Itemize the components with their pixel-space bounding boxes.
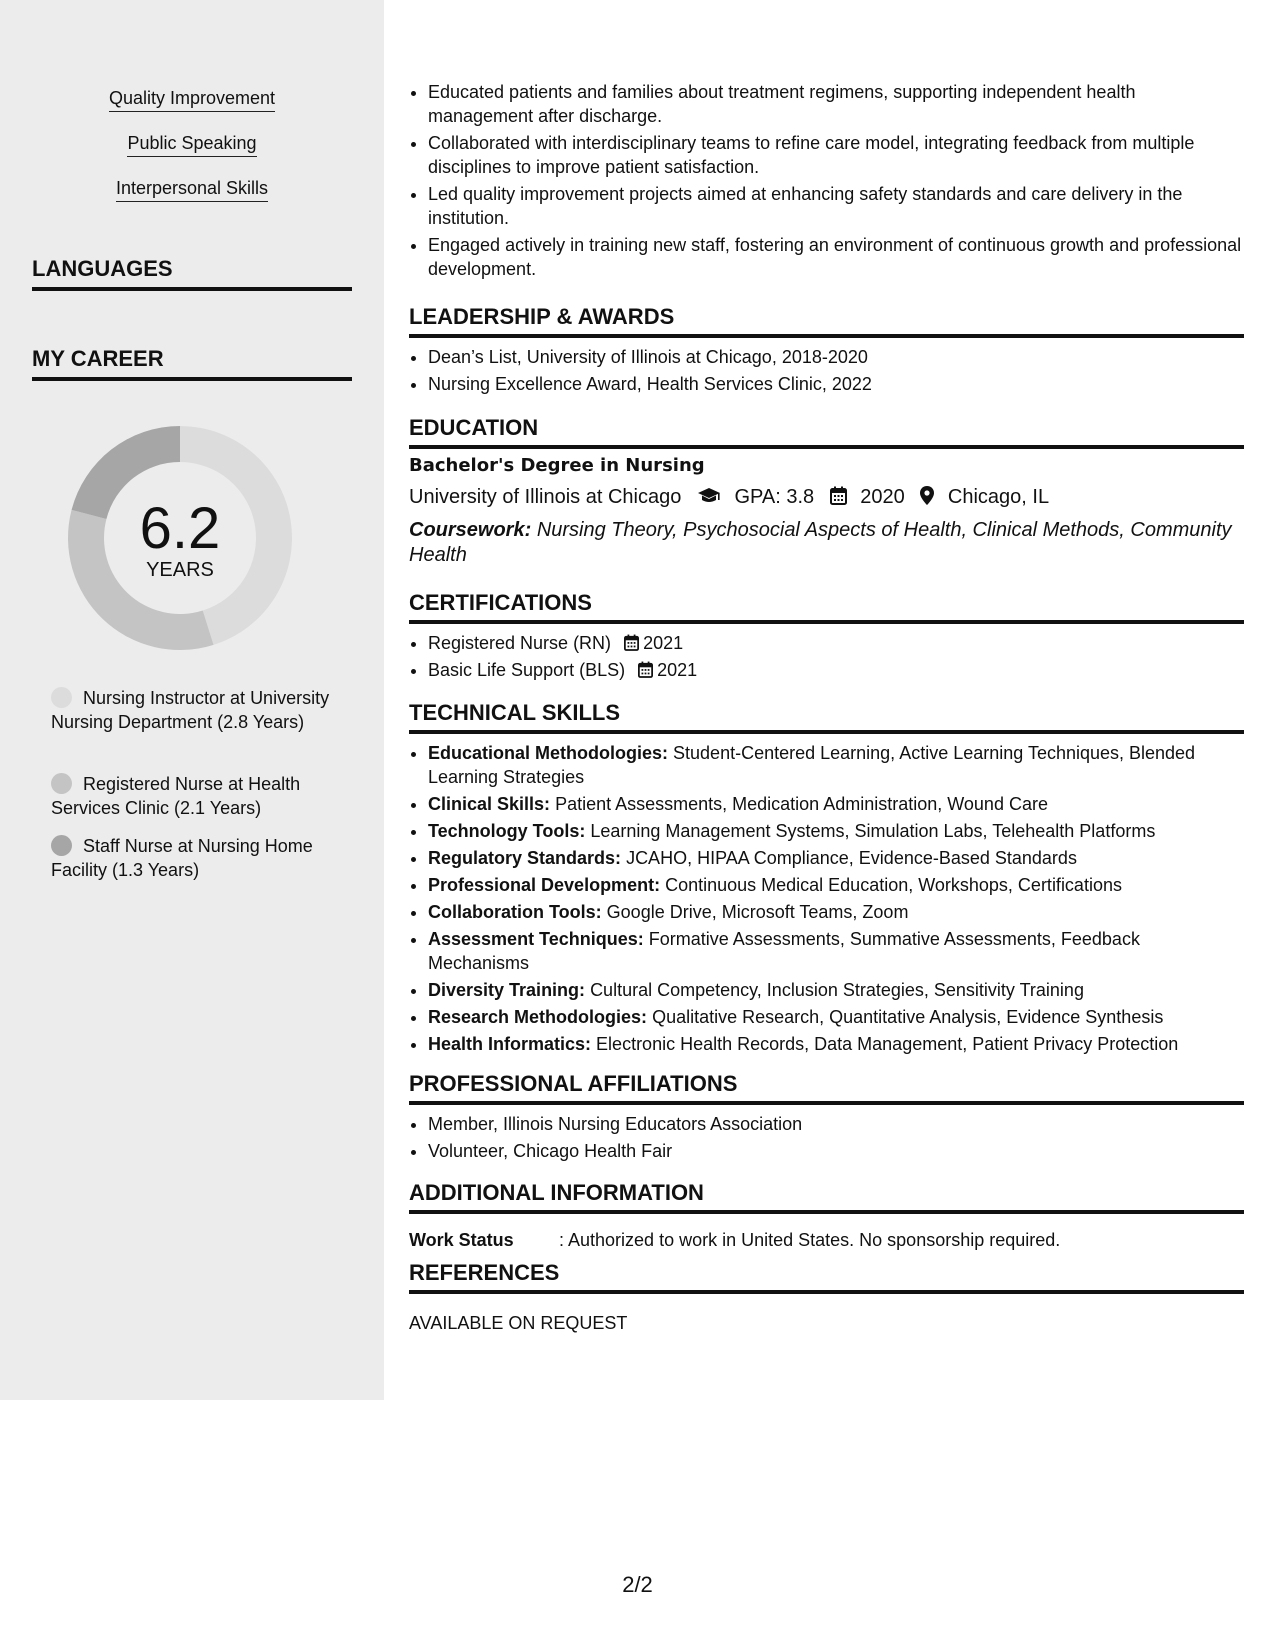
certification-year: 2021 [657,660,698,680]
work-status-value: : Authorized to work in United States. No sponsorship required. [559,1230,1061,1250]
certification-year: 2021 [643,633,684,653]
skill-values: Formative Assessments, Summative Assessments, Feedback Mechanisms [428,929,1140,973]
leadership-list [409,345,1244,399]
list-item: • Member, Illinois Nursing Educators Association [428,1112,1244,1136]
list-item [428,873,1244,897]
coursework-text: Nursing Theory, Psychosocial Aspects of Health, Clinical Methods, Community Health [409,519,1232,566]
skill-values: Google Drive, Microsoft Teams, Zoom [606,902,909,922]
education-details [409,486,1049,509]
skill-category: Educational Methodologies: [428,743,669,763]
coursework [409,518,1244,568]
list-item [428,792,1244,816]
list-item [428,819,1244,843]
legend-dot-icon [51,835,72,856]
list-item: • Educated patients and families about treatment regimens, supporting independent health management after discharge. [428,80,1244,128]
additional-info-heading: ADDITIONAL INFORMATION [409,1180,1244,1214]
skill-values: Learning Management Systems, Simulation Labs, Telehealth Platforms [590,821,1156,841]
references-heading: REFERENCES [409,1260,1244,1294]
skill-category: Clinical Skills: [428,794,551,814]
skill-category: Diversity Training: [428,980,586,1000]
education-heading: EDUCATION [409,415,1244,449]
skill-values: JCAHO, HIPAA Compliance, Evidence-Based Standards [626,848,1077,868]
school-name: University of Illinois at Chicago [409,486,682,508]
list-item [428,741,1244,789]
career-legend-item [51,686,341,734]
leadership-heading: LEADERSHIP & AWARDS [409,304,1244,338]
skill-values: Electronic Health Records, Data Management, Patient Privacy Protection [596,1034,1179,1054]
skill-category: Research Methodologies: [428,1007,648,1027]
list-item [428,631,1244,655]
list-item [428,900,1244,924]
certification-name: Basic Life Support (BLS) [428,660,626,680]
skill-label: Interpersonal Skills [116,178,268,202]
career-legend-item [51,834,341,882]
coursework-label: Coursework: [409,519,532,541]
career-legend-item [51,772,341,820]
skill-values: Continuous Medical Education, Workshops, Certifications [665,875,1122,895]
skill-category: Collaboration Tools: [428,902,602,922]
list-item [428,846,1244,870]
skill-values: Qualitative Research, Quantitative Analysis, Evidence Synthesis [652,1007,1164,1027]
skill-category: Professional Development: [428,875,661,895]
school-location: Chicago, IL [947,486,1050,508]
list-item [428,1032,1244,1056]
skill-category: Regulatory Standards: [428,848,622,868]
certification-name: Registered Nurse (RN) [428,633,612,653]
degree-title: Bachelor's Degree in Nursing [409,455,705,476]
legend-dot-icon [51,773,72,794]
list-item [428,927,1244,975]
list-item: • Engaged actively in training new staff, fostering an environment of continuous growth and professional development. [428,233,1244,281]
skill-values: Patient Assessments, Medication Administration, Wound Care [555,794,1048,814]
skill-tag [0,88,384,112]
list-item [428,1005,1244,1029]
career-legend-label: Nursing Instructor at University Nursing Department (2.8 Years) [51,688,330,732]
skill-label: Quality Improvement [109,88,275,112]
graduation-cap-icon [697,487,721,505]
technical-skills-heading: TECHNICAL SKILLS [409,700,1244,734]
skill-values: Student-Centered Learning, Active Learning Techniques, Blended Learning Strategies [428,743,1196,787]
skill-values: Cultural Competency, Inclusion Strategies, Sensitivity Training [590,980,1084,1000]
career-total-unit: YEARS [146,559,214,581]
list-item [428,978,1244,1002]
skill-category: Health Informatics: [428,1034,592,1054]
list-item: • Volunteer, Chicago Health Fair [428,1139,1244,1163]
career-legend-label: Registered Nurse at Health Services Clinic (2.1 Years) [51,774,301,818]
page-number: 2/2 [622,1572,653,1597]
career-heading: MY CAREER [32,346,352,381]
skill-label: Public Speaking [127,133,256,157]
affiliations-list [409,1112,1244,1166]
graduation-year: 2020 [860,486,905,508]
technical-skills-list [409,741,1244,1059]
languages-heading: LANGUAGES [32,256,352,291]
calendar-icon [638,661,653,678]
skill-category: Assessment Techniques: [428,929,644,949]
certifications-heading: CERTIFICATIONS [409,590,1244,624]
location-pin-icon [920,486,934,505]
references-text: AVAILABLE ON REQUEST [409,1313,628,1333]
calendar-icon [624,634,639,651]
list-item: • Dean’s List, University of Illinois at Chicago, 2018-2020 [428,345,1244,369]
skill-category: Technology Tools: [428,821,586,841]
experience-bullets [409,80,1244,284]
career-legend-label: Staff Nurse at Nursing Home Facility (1.3 Years) [51,836,313,880]
list-item [428,658,1244,682]
gpa: GPA: 3.8 [734,486,815,508]
list-item: • Nursing Excellence Award, Health Services Clinic, 2022 [428,372,1244,396]
career-total-years: 6.2 [139,496,221,561]
list-item: • Led quality improvement projects aimed at enhancing safety standards and care delivery in the institution. [428,182,1244,230]
list-item: • Collaborated with interdisciplinary teams to refine care model, integrating feedback from multiple disciplines to improve patient satisfaction. [428,131,1244,179]
affiliations-heading: PROFESSIONAL AFFILIATIONS [409,1071,1244,1105]
certifications-list [409,631,1244,685]
work-status [409,1230,1060,1251]
skill-tag [0,133,384,157]
legend-dot-icon [51,687,72,708]
calendar-icon [830,486,847,505]
work-status-label: Work Status [409,1230,514,1250]
skill-tag [0,178,384,202]
